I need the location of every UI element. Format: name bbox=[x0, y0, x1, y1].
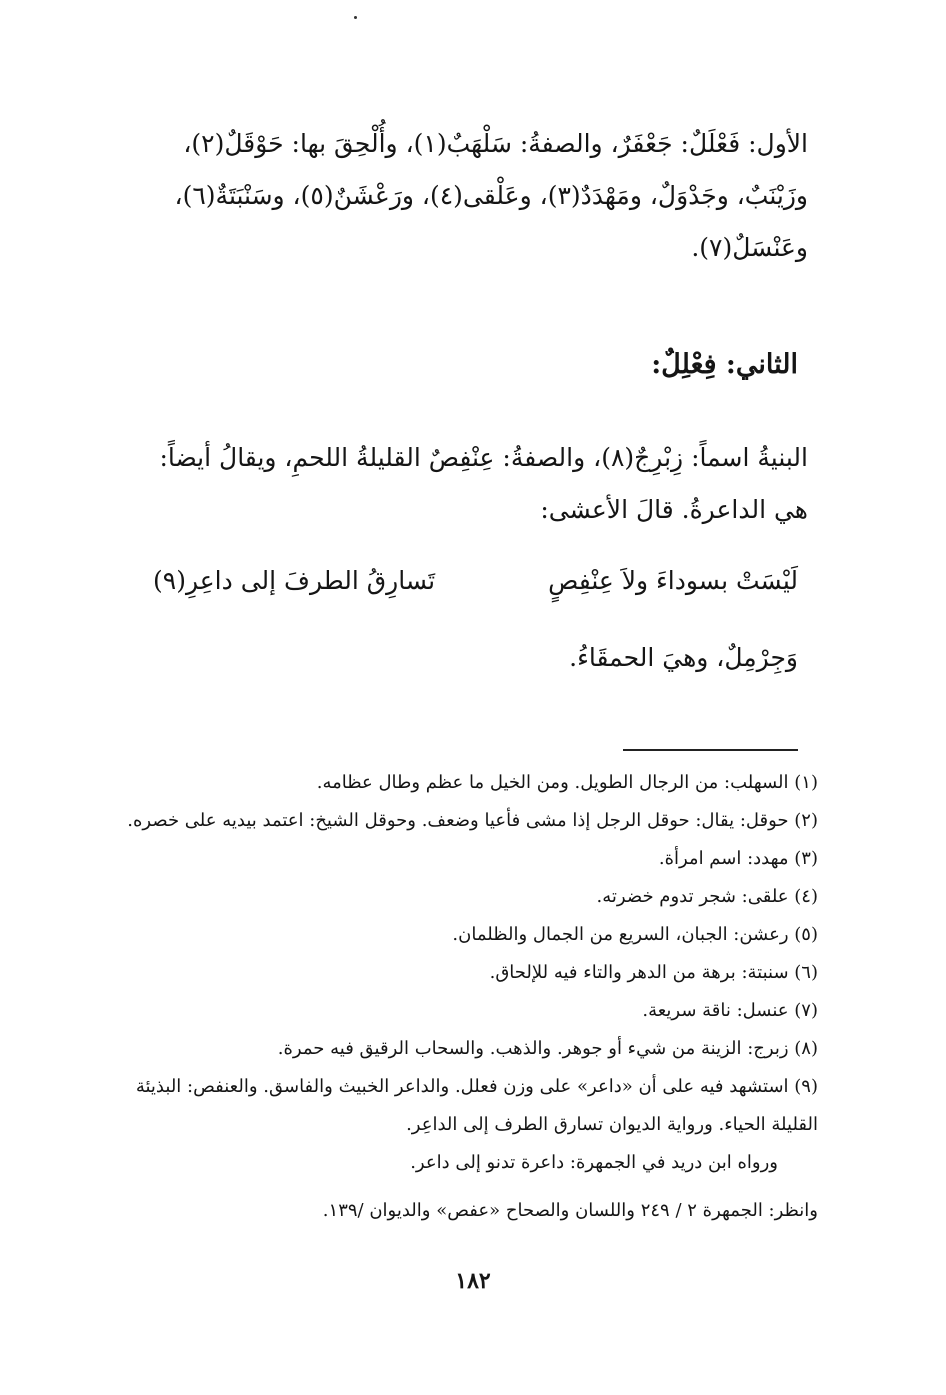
second-paragraph: البنيةُ اسماً: زِبْرِجٌ(٨)، والصفةُ: عِنْفِصٌ القليلةُ اللحمِ، ويقالُ أيضاً: هي الداعرةُ. قالَ الأعشى: bbox=[159, 443, 808, 524]
verse-second-hemistich: تَسارِقُ الطرفَ إلى داعِرِ(٩) bbox=[153, 566, 436, 595]
footnote-8: (٨) زبرج: الزينة من شيء أو جوهر. والذهب. والسحاب الرقيق فيه حمرة. bbox=[277, 1038, 818, 1059]
footnote-9: (٩) استشهد فيه على أن «داعر» على وزن فعلل. والداعر الخبيث والفاسق. والعنفص: البذيئة القليلة الحياء. ورواية الديوان تسارق الطرف إلى الداعِر. bbox=[135, 1076, 818, 1135]
footnote-2: (٢) حوقل: يقال: حوقل الرجل إذا مشى فأعيا وضعف. وحوقل الشيخ: اعتمد بيديه على خصره. bbox=[127, 810, 818, 831]
footnote-9-continuation-2: وانظر: الجمهرة ٢ / ٢٤٩ واللسان والصحاح «عفص» والديوان /١٣٩. bbox=[322, 1200, 818, 1221]
section-heading: الثاني: فِعْلِلٌ: bbox=[651, 349, 798, 380]
footnotes bbox=[118, 764, 818, 1230]
footnote-4: (٤) علقى: شجر تدوم خضرته. bbox=[596, 886, 818, 907]
page-number: ١٨٢ bbox=[455, 1268, 491, 1294]
first-paragraph: الأول: فَعْلَلٌ: جَعْفَرٌ، والصفةُ: سَلْهَبٌ(١)، وأُلْحِقَ بها: حَوْقَلٌ(٢)، وزَيْنَبٌ، وجَدْوَلٌ، ومَهْدَدٌ(٣)، وعَلْقى(٤)، ورَعْشَنٌ(٥)، وسَنْبَتَةٌ(٦)، وعَنْسَلٌ(٧). bbox=[174, 129, 808, 262]
verse-first-hemistich: لَيْسَتْ بسوداءَ ولاَ عِنْفِصٍ bbox=[548, 566, 798, 595]
footnote-6: (٦) سنبتة: برهة من الدهر والتاء فيه للإلحاق. bbox=[489, 962, 818, 983]
footnote-9-continuation-1: ورواه ابن دريد في الجمهرة: داعرة تدنو إلى داعر. bbox=[410, 1152, 778, 1173]
footnote-5: (٥) رعشن: الجبان، السريع من الجمال والظلمان. bbox=[452, 924, 818, 945]
scan-speck bbox=[354, 16, 357, 19]
footnote-1: (١) السهلب: من الرجال الطويل. ومن الخيل ما عظم وطال عظامه. bbox=[316, 772, 818, 793]
footnote-3: (٣) مهدد: اسم امرأة. bbox=[658, 848, 818, 869]
footnote-separator bbox=[623, 749, 798, 751]
third-paragraph: وَجِرْمِلٌ، وهيَ الحمقَاءُ. bbox=[569, 643, 798, 672]
footnote-7: (٧) عنسل: ناقة سريعة. bbox=[642, 1000, 818, 1021]
